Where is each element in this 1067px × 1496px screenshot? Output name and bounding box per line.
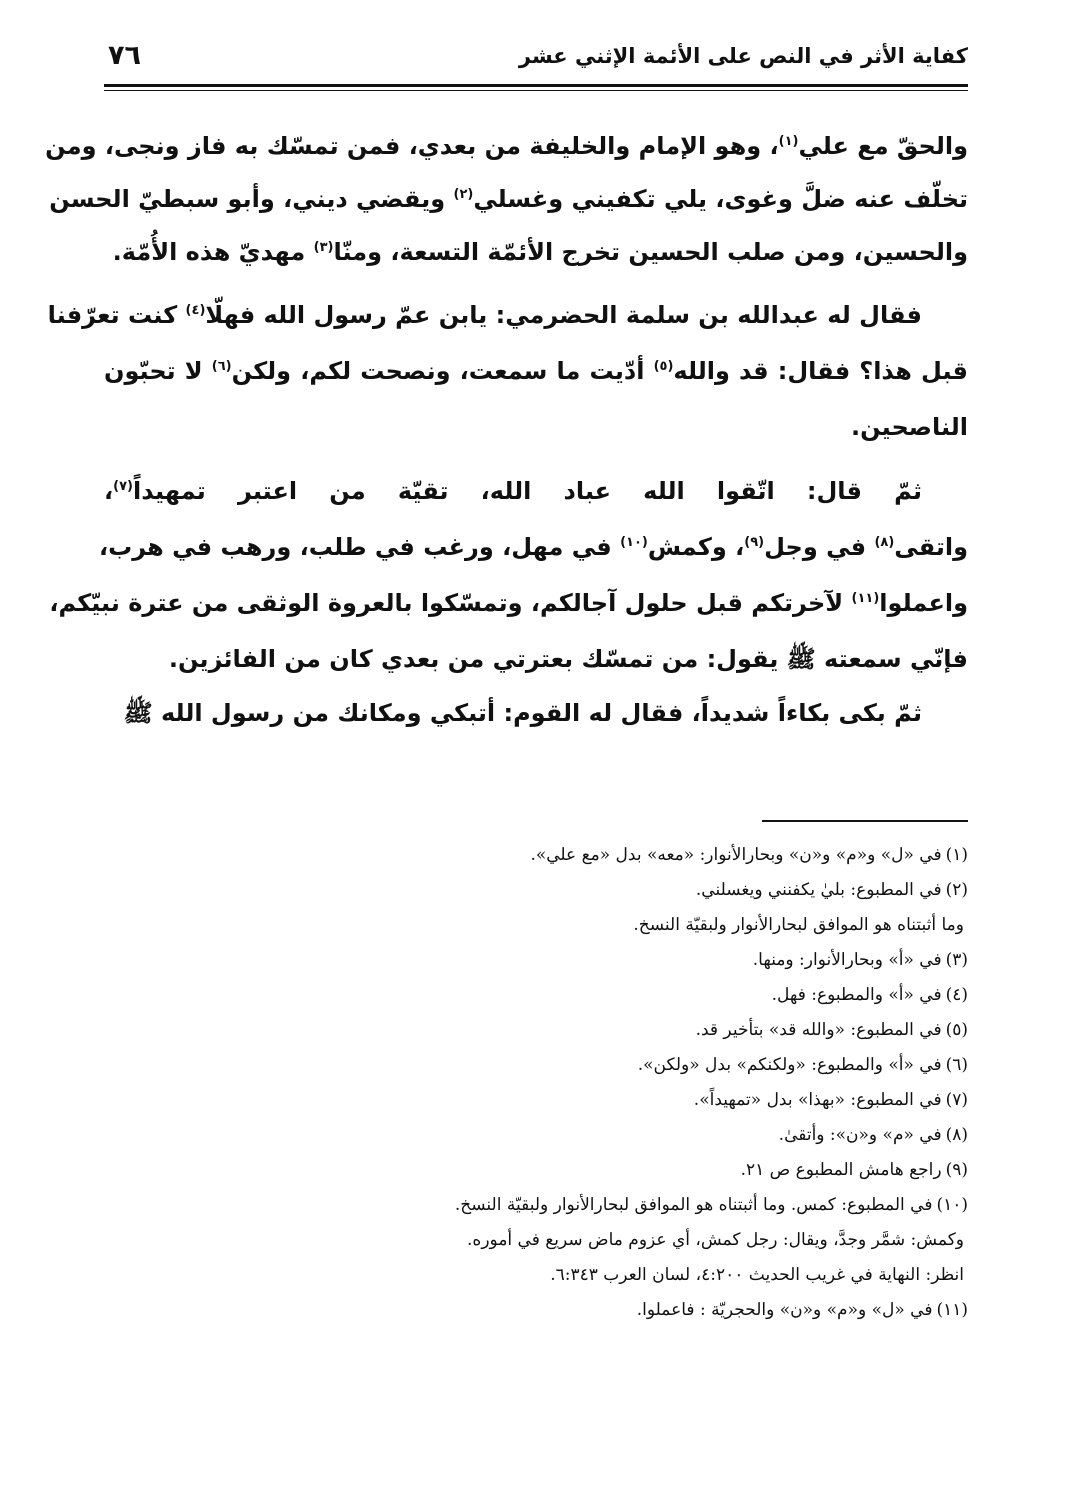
footnote-ref: (١١) [851, 591, 880, 606]
footnote-number: (٤) [945, 985, 968, 1005]
text-run: والحسين، ومن صلب الحسين تخرج الأئمّة التسعة، ومنّا [333, 238, 968, 266]
footnote-text: في «أ» والمطبوع: «ولكنكم» بدل «ولكن». [637, 1055, 942, 1075]
footnote [104, 1188, 968, 1223]
text-run: فقال له عبدالله بن سلمة الحضرمي: يابن عمّ رسول الله فهلّا [205, 301, 922, 329]
footnote-text: راجع هامش المطبوع ص ٢١. [740, 1160, 942, 1180]
paragraph-4 [104, 687, 968, 739]
footnote-text: في المطبوع: كمس. وما أثبتناه هو الموافق لبحارالأنوار ولبقيّة النسخ. [454, 1195, 933, 1215]
footnote-ref: (١٠) [620, 535, 648, 550]
text-line [104, 463, 968, 519]
footnote [104, 1293, 968, 1328]
book-title: كفاية الأثر في النص على الأئمة الإثني عشر [518, 44, 968, 68]
footnote-text: في «أ» وبحارالأنوار: ومنها. [752, 950, 942, 970]
footnote-ref: (٩) [744, 535, 765, 550]
footnote [104, 838, 968, 873]
paragraph-1 [45, 120, 968, 279]
footnote-text: في المطبوع: «والله قد» بتأخير قد. [695, 1020, 942, 1040]
text-run: قبل هذا؟ فقال: قد والله [673, 357, 968, 385]
footnote-text: وكمش: شمَّر وجدَّ، ويقال: رجل كمش، أي عزوم ماض سريع في أموره. [467, 1230, 964, 1250]
text-run: ثمّ بكى بكاءاً شديداً، فقال له القوم: أتبكي ومكانك من رسول الله ﷺ [123, 699, 922, 727]
paragraph-3 [49, 463, 968, 687]
footnote-text: في «ل» و«م» و«ن» وبحارالأنوار: «معه» بدل «مع علي». [530, 845, 942, 865]
text-line [104, 631, 968, 687]
footnote [104, 1083, 968, 1118]
footnote-number: (٧) [945, 1090, 968, 1110]
footnote-ref: (٣) [313, 240, 334, 255]
text-run: مهديّ هذه الأُمّة. [112, 238, 314, 266]
text-line [104, 399, 968, 455]
footnote [104, 873, 968, 908]
footnote-ref: (٢) [453, 187, 474, 202]
running-header [104, 38, 968, 82]
text-run: لآخرتكم قبل حلول آجالكم، وتمسّكوا بالعروة الوثقى من عترة نبيّكم، [49, 589, 852, 617]
footnote-text: في المطبوع: بليٰ يكفنني ويغسلني. [695, 880, 942, 900]
footnote-ref: (٥) [653, 359, 674, 374]
text-line [47, 287, 968, 343]
text-run: واعملوا [879, 589, 968, 617]
footnote-ref: (٧) [113, 479, 133, 494]
text-run: ، [104, 477, 114, 505]
main-text [45, 120, 968, 739]
footnote [104, 1048, 968, 1083]
text-run: أدّيت ما سمعت، ونصحت لكم، ولكن [231, 357, 654, 385]
footnote-number: (٣) [945, 950, 968, 970]
footnote-number: (١) [945, 845, 968, 865]
text-run: ، وهو الإمام والخليفة من بعدي، فمن تمسّك به فاز ونجى، ومن [45, 132, 779, 160]
footnote [104, 1013, 968, 1048]
text-line [98, 519, 968, 575]
paragraph-2 [47, 287, 968, 455]
text-line [104, 343, 968, 399]
text-run: والحقّ مع علي [798, 132, 968, 160]
footnote-text: في «ل» و«م» و«ن» والحجريّة : فاعملوا. [636, 1300, 933, 1320]
text-run: ثمّ قال: اتّقوا الله عباد الله، تقيّة من اعتبر تمهيداً [132, 477, 922, 505]
footnote [104, 1258, 968, 1293]
footnote-number: (٥) [945, 1020, 968, 1040]
footnote-ref: (١) [778, 134, 799, 149]
footnote-separator [762, 820, 968, 822]
footnote [104, 1223, 968, 1258]
footnote-ref: (٨) [874, 535, 895, 550]
footnote [104, 1153, 968, 1188]
text-run: تخلّف عنه ضلَّ وغوى، يلي تكفيني وغسلي [473, 185, 968, 213]
page-number: ٧٦ [108, 40, 141, 71]
header-rule-thick [104, 84, 968, 87]
text-line [49, 173, 968, 226]
footnote-number: (٩) [945, 1160, 968, 1180]
footnote [104, 978, 968, 1013]
footnote-number: (١٠) [936, 1195, 968, 1215]
footnote [104, 908, 968, 943]
footnote-number: (١١) [936, 1300, 968, 1320]
footnote-number: (٢) [945, 880, 968, 900]
text-line [49, 575, 968, 631]
footnote-ref: (٤) [185, 303, 206, 318]
footnotes [104, 838, 968, 1328]
text-run: ، وكمش [647, 533, 745, 561]
footnote-text: في المطبوع: «بهذا» بدل «تمهيداً». [693, 1090, 942, 1110]
text-line [45, 120, 968, 173]
footnote-text: انظر: النهاية في غريب الحديث ٤:٢٠٠، لسان العرب ٦:٣٤٣. [550, 1265, 964, 1285]
footnote-ref: (٦) [211, 359, 232, 374]
text-run: في وجل [764, 533, 875, 561]
text-line [104, 226, 968, 279]
text-run: كنت تعرّفنا [47, 301, 186, 329]
footnote-text: في «أ» والمطبوع: فهل. [771, 985, 942, 1005]
text-run: واتقى [894, 533, 968, 561]
text-run: في مهل، ورغب في طلب، ورهب في هرب، [98, 533, 621, 561]
text-run: فإنّي سمعته ﷺ يقول: من تمسّك بعترتي من بعدي كان من الفائزين. [168, 645, 968, 673]
text-run: الناصحين. [850, 413, 968, 441]
footnote [104, 1118, 968, 1153]
footnote-number: (٨) [945, 1125, 968, 1145]
footnote-text: وما أثبتناه هو الموافق لبحارالأنوار ولبقيّة النسخ. [633, 915, 964, 935]
text-run: ويقضي ديني، وأبو سبطيّ الحسن [49, 185, 454, 213]
footnote-number: (٦) [945, 1055, 968, 1075]
header-rule-thin [104, 90, 968, 91]
text-line [104, 687, 968, 739]
text-run: لا تحبّون [104, 357, 212, 385]
footnote [104, 943, 968, 978]
footnote-text: في «م» و«ن»: وأتقىٰ. [778, 1125, 942, 1145]
